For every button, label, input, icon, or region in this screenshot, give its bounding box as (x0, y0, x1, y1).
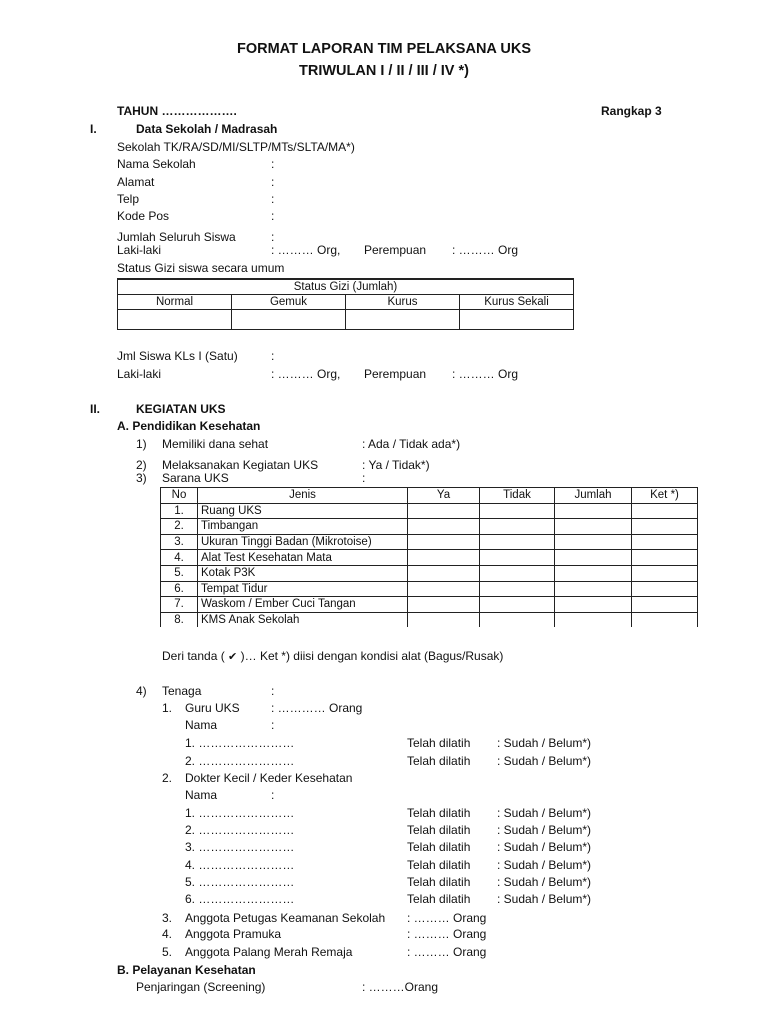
table-row (161, 534, 698, 550)
item-3-label: Sarana UKS (162, 471, 229, 485)
sarana-row-no: 5. (161, 565, 198, 581)
laki-laki-value: : ……… Org, (271, 243, 341, 257)
sarana-uks-table (160, 487, 698, 627)
tenaga-value: : (271, 684, 275, 698)
item-3-number: 3) (136, 471, 147, 485)
sarana-cell-tidak[interactable] (480, 565, 555, 581)
dokter-trained-value-4: : Sudah / Belum*) (497, 858, 592, 872)
sarana-cell-jumlah[interactable] (555, 565, 632, 581)
sarana-cell-tidak[interactable] (480, 503, 555, 519)
sarana-cell-jumlah[interactable] (555, 597, 632, 613)
field-label-kode-pos: Kode Pos (117, 209, 170, 223)
dokter-label: Dokter Kecil / Keder Kesehatan (185, 771, 353, 785)
status-gizi-table (117, 278, 574, 330)
perempuan-2-label: Perempuan (364, 367, 427, 381)
dokter-trained-label-2: Telah dilatih (407, 823, 471, 837)
laki-laki-2-value: : ……… Org, (271, 367, 341, 381)
sarana-row-no: 3. (161, 534, 198, 550)
dokter-trained-label-3: Telah dilatih (407, 840, 471, 854)
sarana-cell-jumlah[interactable] (555, 503, 632, 519)
dokter-nama-value: : (271, 788, 275, 802)
sarana-col-tidak: Tidak (480, 488, 555, 504)
dokter-name-1: 1. …………………… (185, 806, 295, 820)
sarana-cell-tidak[interactable] (480, 534, 555, 550)
perempuan-label: Perempuan (364, 243, 427, 257)
gizi-col-normal: Normal (118, 295, 232, 310)
sarana-cell-ket[interactable] (632, 612, 698, 627)
perempuan-value: : ……… Org (452, 243, 519, 257)
perempuan-2-value: : ……… Org (452, 367, 519, 381)
table-row (161, 597, 698, 613)
gizi-col-kurus: Kurus (346, 295, 460, 310)
page-title: FORMAT LAPORAN TIM PELAKSANA UKS (236, 41, 531, 57)
sarana-cell-ket[interactable] (632, 597, 698, 613)
sarana-row-jenis: Tempat Tidur (198, 581, 408, 597)
sarana-note (162, 649, 503, 664)
gizi-cell-normal[interactable] (118, 310, 232, 330)
dokter-trained-label-6: Telah dilatih (407, 892, 471, 906)
sarana-cell-ket[interactable] (632, 581, 698, 597)
sarana-col-jenis: Jenis (198, 488, 408, 504)
sarana-cell-jumlah[interactable] (555, 519, 632, 535)
sarana-cell-ya[interactable] (408, 597, 480, 613)
guru-number: 1. (162, 701, 173, 715)
guru-nama-value: : (271, 718, 275, 732)
school-type-line: Sekolah TK/RA/SD/MI/SLTP/MTs/SLTA/MA*) (117, 140, 355, 154)
guru-value: : ………… Orang (271, 701, 363, 715)
other-3-number: 3. (162, 911, 173, 925)
dokter-trained-value-5: : Sudah / Belum*) (497, 875, 592, 889)
sarana-row-jenis: Timbangan (198, 519, 408, 535)
dokter-name-5: 5. …………………… (185, 875, 295, 889)
other-4-label: Anggota Pramuka (185, 927, 282, 941)
sarana-cell-tidak[interactable] (480, 550, 555, 566)
dokter-name-2: 2. …………………… (185, 823, 295, 837)
sarana-row-jenis: Ruang UKS (198, 503, 408, 519)
gizi-col-kurus-sekali: Kurus Sekali (460, 295, 574, 310)
item-1-value: : Ada / Tidak ada*) (362, 437, 461, 451)
sarana-row-no: 6. (161, 581, 198, 597)
gizi-col-gemuk: Gemuk (232, 295, 346, 310)
dokter-trained-value-6: : Sudah / Belum*) (497, 892, 592, 906)
guru-name-2: 2. …………………… (185, 754, 295, 768)
sarana-cell-tidak[interactable] (480, 612, 555, 627)
sarana-row-jenis: KMS Anak Sekolah (198, 612, 408, 627)
field-value-jumlah-siswa: : (271, 230, 275, 244)
dokter-name-3: 3. …………………… (185, 840, 295, 854)
sarana-cell-ket[interactable] (632, 550, 698, 566)
table-row (161, 612, 698, 627)
gizi-table-title: Status Gizi (Jumlah) (118, 279, 574, 295)
other-5-number: 5. (162, 945, 173, 959)
kls1-label: Jml Siswa KLs I (Satu) (117, 349, 238, 363)
sarana-col-ya: Ya (408, 488, 480, 504)
field-label-jumlah-siswa: Jumlah Seluruh Siswa (117, 230, 236, 244)
dokter-trained-value-1: : Sudah / Belum*) (497, 806, 592, 820)
tenaga-number: 4) (136, 684, 147, 698)
page-subtitle: TRIWULAN I / II / III / IV *) (299, 63, 469, 79)
gizi-label: Status Gizi siswa secara umum (117, 261, 285, 275)
penjaringan-value: : ………Orang (362, 980, 439, 994)
other-3-label: Anggota Petugas Keamanan Sekolah (185, 911, 386, 925)
subsection-b-heading: B. Pelayanan Kesehatan (117, 963, 256, 977)
sarana-cell-ya[interactable] (408, 581, 480, 597)
other-5-value: : ……… Orang (407, 945, 487, 959)
item-2-label: Melaksanakan Kegiatan UKS (162, 458, 319, 472)
sarana-cell-tidak[interactable] (480, 581, 555, 597)
field-value-telp: : (271, 192, 275, 206)
sarana-cell-ya[interactable] (408, 550, 480, 566)
item-2-number: 2) (136, 458, 147, 472)
dokter-number: 2. (162, 771, 173, 785)
sarana-cell-tidak[interactable] (480, 597, 555, 613)
laki-laki-label: Laki-laki (117, 243, 162, 257)
gizi-cell-kurus-sekali[interactable] (460, 310, 574, 330)
dokter-name-6: 6. …………………… (185, 892, 295, 906)
sarana-cell-jumlah[interactable] (555, 581, 632, 597)
other-5-label: Anggota Palang Merah Remaja (185, 945, 353, 959)
sarana-row-no: 4. (161, 550, 198, 566)
dokter-trained-label-1: Telah dilatih (407, 806, 471, 820)
dokter-trained-value-3: : Sudah / Belum*) (497, 840, 592, 854)
other-4-value: : ……… Orang (407, 927, 487, 941)
sarana-cell-ya[interactable] (408, 612, 480, 627)
sarana-cell-jumlah[interactable] (555, 550, 632, 566)
guru-trained-value-2: : Sudah / Belum*) (497, 754, 592, 768)
item-1-number: 1) (136, 437, 147, 451)
field-label-alamat: Alamat (117, 175, 155, 189)
sarana-cell-jumlah[interactable] (555, 534, 632, 550)
sarana-cell-ket[interactable] (632, 503, 698, 519)
sarana-row-jenis: Waskom / Ember Cuci Tangan (198, 597, 408, 613)
section-1-heading: Data Sekolah / Madrasah (136, 122, 278, 136)
sarana-col-no: No (161, 488, 198, 504)
gizi-cell-kurus[interactable] (346, 310, 460, 330)
field-value-kode-pos: : (271, 209, 275, 223)
dokter-nama-label: Nama (185, 788, 218, 802)
item-2-value: : Ya / Tidak*) (362, 458, 430, 472)
table-row (161, 503, 698, 519)
item-1-label: Memiliki dana sehat (162, 437, 269, 451)
sarana-row-jenis: Kotak P3K (198, 565, 408, 581)
sarana-cell-jumlah[interactable] (555, 612, 632, 627)
dokter-trained-label-4: Telah dilatih (407, 858, 471, 872)
field-label-telp: Telp (117, 192, 140, 206)
sarana-row-jenis: Alat Test Kesehatan Mata (198, 550, 408, 566)
check-icon: ✔ (228, 651, 238, 663)
table-row (161, 581, 698, 597)
section-2-heading: KEGIATAN UKS (136, 402, 226, 416)
dokter-name-4: 4. …………………… (185, 858, 295, 872)
sarana-cell-ya[interactable] (408, 503, 480, 519)
guru-label: Guru UKS (185, 701, 240, 715)
guru-name-1: 1. …………………… (185, 736, 295, 750)
gizi-cell-gemuk[interactable] (232, 310, 346, 330)
field-value-alamat: : (271, 175, 275, 189)
sarana-row-no: 7. (161, 597, 198, 613)
subsection-a-heading: A. Pendidikan Kesehatan (117, 419, 261, 433)
table-row (161, 519, 698, 535)
sarana-row-no: 1. (161, 503, 198, 519)
sarana-row-no: 8. (161, 612, 198, 627)
field-label-nama-sekolah: Nama Sekolah (117, 157, 196, 171)
sarana-row-no: 2. (161, 519, 198, 535)
note-prefix: Deri tanda ( (162, 649, 225, 663)
note-suffix: )… Ket *) diisi dengan kondisi alat (Bagus/Rusak) (240, 649, 504, 663)
section-2-number: II. (90, 402, 101, 416)
sarana-cell-ya[interactable] (408, 565, 480, 581)
sarana-col-jumlah: Jumlah (555, 488, 632, 504)
tenaga-label: Tenaga (162, 684, 202, 698)
sarana-cell-tidak[interactable] (480, 519, 555, 535)
sarana-col-ket: Ket *) (632, 488, 698, 504)
other-4-number: 4. (162, 927, 173, 941)
other-3-value: : ……… Orang (407, 911, 487, 925)
sarana-cell-ket[interactable] (632, 565, 698, 581)
section-1-number: I. (90, 122, 97, 136)
table-row (161, 550, 698, 566)
guru-nama-label: Nama (185, 718, 218, 732)
tahun-field: TAHUN ………………. (117, 104, 237, 118)
sarana-cell-ket[interactable] (632, 519, 698, 535)
guru-trained-label-2: Telah dilatih (407, 754, 471, 768)
dokter-trained-label-5: Telah dilatih (407, 875, 471, 889)
field-value-nama-sekolah: : (271, 157, 275, 171)
sarana-cell-ya[interactable] (408, 534, 480, 550)
item-3-value: : (362, 471, 366, 485)
sarana-cell-ket[interactable] (632, 534, 698, 550)
table-row (161, 565, 698, 581)
sarana-row-jenis: Ukuran Tinggi Badan (Mikrotoise) (198, 534, 408, 550)
guru-trained-label-1: Telah dilatih (407, 736, 471, 750)
sarana-cell-ya[interactable] (408, 519, 480, 535)
penjaringan-label: Penjaringan (Screening) (136, 980, 266, 994)
dokter-trained-value-2: : Sudah / Belum*) (497, 823, 592, 837)
kls1-value: : (271, 349, 275, 363)
guru-trained-value-1: : Sudah / Belum*) (497, 736, 592, 750)
laki-laki-2-label: Laki-laki (117, 367, 162, 381)
rangkap-label: Rangkap 3 (601, 104, 662, 118)
